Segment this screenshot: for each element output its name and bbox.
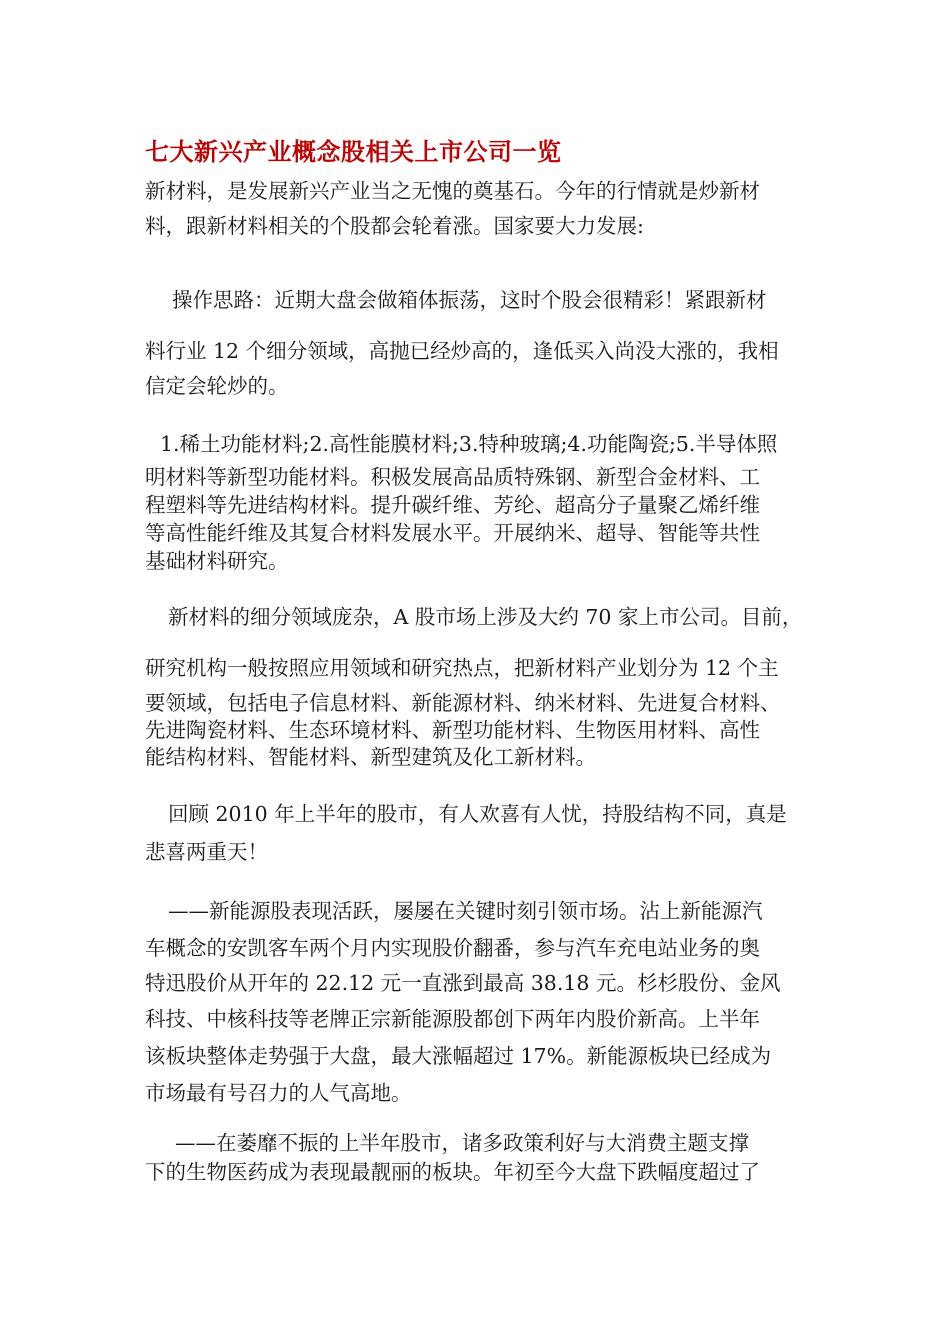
text-line: ——在萎靡不振的上半年股市，诸多政策利好与大消费主题支撑 xyxy=(175,1131,749,1155)
text-line: 悲喜两重天！ xyxy=(145,840,268,864)
text-line: 市场最有号召力的人气高地。 xyxy=(145,1081,412,1105)
text-line: 信定会轮炒的。 xyxy=(145,374,289,398)
text-line: 等高性能纤维及其复合材料发展水平。开展纳米、超导、智能等共性 xyxy=(145,521,760,545)
text-line: 研究机构一般按照应用领域和研究热点，把新材料产业划分为 12 个主 xyxy=(145,656,779,680)
text-line: 要领域，包括电子信息材料、新能源材料、纳米材料、先进复合材料、 xyxy=(145,691,781,715)
text-line: 该板块整体走势强于大盘，最大涨幅超过 17%。新能源板块已经成为 xyxy=(145,1044,772,1068)
text-line: 车概念的安凯客车两个月内实现股价翻番，参与汽车充电站业务的奥 xyxy=(145,936,760,960)
text-line: 操作思路：近期大盘会做箱体振荡，这时个股会很精彩！紧跟新材 xyxy=(172,288,767,312)
document-title: 七大新兴产业概念股相关上市公司一览 xyxy=(145,137,562,166)
text-line: 特迅股价从开年的 22.12 元一直涨到最高 38.18 元。杉杉股份、金风 xyxy=(145,971,781,995)
text-line: 基础材料研究。 xyxy=(145,549,289,573)
text-line: 下的生物医药成为表现最靓丽的板块。年初至今大盘下跌幅度超过了 xyxy=(145,1160,760,1184)
text-line: 明材料等新型功能材料。积极发展高品质特殊钢、新型合金材料、工 xyxy=(145,465,760,489)
text-line: 先进陶瓷材料、生态环境材料、新型功能材料、生物医用材料、高性 xyxy=(145,718,760,742)
text-line: 能结构材料、智能材料、新型建筑及化工新材料。 xyxy=(145,745,596,769)
text-line: ——新能源股表现活跃，屡屡在关键时刻引领市场。沾上新能源汽 xyxy=(168,899,763,923)
text-line: 回顾 2010 年上半年的股市，有人欢喜有人忧，持股结构不同，真是 xyxy=(168,802,787,826)
text-line: 料行业 12 个细分领域，高抛已经炒高的，逢低买入尚没大涨的，我相 xyxy=(145,339,779,363)
text-line: 1.稀土功能材料;2.高性能膜材料;3.特种玻璃;4.功能陶瓷;5.半导体照 xyxy=(160,432,778,456)
text-line: 新材料的细分领域庞杂，A 股市场上涉及大约 70 家上市公司。目前， xyxy=(168,605,803,629)
text-line: 料，跟新材料相关的个股都会轮着涨。国家要大力发展: xyxy=(145,214,644,238)
text-line: 新材料，是发展新兴产业当之无愧的奠基石。今年的行情就是炒新材 xyxy=(145,179,760,203)
text-line: 科技、中核科技等老牌正宗新能源股都创下两年内股价新高。上半年 xyxy=(145,1007,760,1031)
text-line: 程塑料等先进结构材料。提升碳纤维、芳纶、超高分子量聚乙烯纤维 xyxy=(145,493,760,517)
